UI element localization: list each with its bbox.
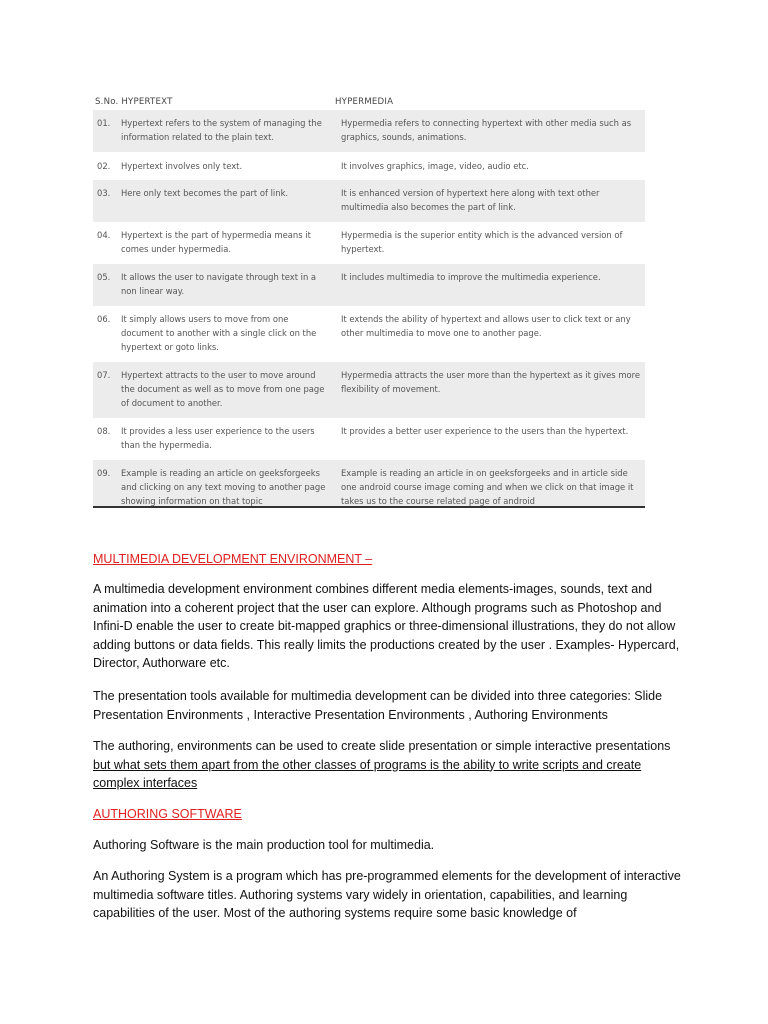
row-number: 06. (97, 314, 111, 324)
cell-hypermedia: Hypermedia refers to connecting hypertext with other media such as graphics, sounds, animations. (341, 118, 632, 142)
paragraph-authoring-env (93, 737, 683, 793)
paragraph-multimedia-env: A multimedia development environment combines different media elements-images, sounds, text and animation into a coherent project that the user can explore. Although programs such as Photoshop and Infini-D enable the user to create bit-mapped graphics or three-dimensional illustrations, they do not allow adding buttons or data fields. This really limits the productions created by the user . Examples- Hypercard, Director, Authorware etc. (93, 582, 680, 670)
cell-hypertext: Example is reading an article on geeksforgeeks and clicking on any text moving to another page showing information on that topic (121, 468, 326, 506)
cell-hypertext: Hypertext involves only text. (121, 161, 243, 171)
row-number: 05. (97, 272, 111, 282)
row-number: 09. (97, 468, 111, 478)
cell-hypermedia: Example is reading an article in on geeksforgeeks and in article side one android course image coming and when we click on that image it takes us to the course related page of android (341, 468, 634, 506)
cell-hypermedia: It provides a better user experience to the users than the hypertext. (341, 426, 629, 436)
header-hypermedia: HYPERMEDIA (335, 97, 394, 107)
row-number: 04. (97, 230, 111, 240)
table-row (93, 264, 645, 306)
header-hypertext: S.No. HYPERTEXT (95, 97, 173, 107)
paragraph-authoring-env-plain: The authoring, environments can be used to create slide presentation or simple interactive presentations (93, 739, 671, 753)
paragraph-presentation-tools: The presentation tools available for multimedia development can be divided into three categories: Slide Presentation Environments , Interactive Presentation Environments , Authoring Environments (93, 689, 663, 722)
table-row (93, 362, 645, 418)
table-row (93, 306, 645, 362)
table-row (93, 152, 645, 180)
row-number: 01. (97, 118, 111, 128)
table-row (93, 222, 645, 264)
cell-hypermedia: Hypermedia is the superior entity which is the advanced version of hypertext. (341, 230, 623, 254)
cell-hypermedia: It involves graphics, image, video, audio etc. (341, 161, 529, 171)
row-number: 07. (97, 370, 111, 380)
table-row (93, 110, 645, 152)
cell-hypertext: Here only text becomes the part of link. (121, 188, 289, 198)
cell-hypermedia: It is enhanced version of hypertext here along with text other multimedia also becomes the part of link. (341, 188, 600, 212)
cell-hypertext: Hypertext attracts to the user to move around the document as well as to move from one page of document to another. (121, 370, 325, 408)
cell-hypertext: It provides a less user experience to the users than the hypermedia. (121, 426, 315, 450)
section-heading-multimedia: MULTIMEDIA DEVELOPMENT ENVIRONMENT – (93, 552, 373, 566)
row-number: 02. (97, 161, 111, 171)
comparison-table (93, 96, 645, 508)
table-row (93, 180, 645, 222)
cell-hypertext: Hypertext is the part of hypermedia means it comes under hypermedia. (121, 230, 311, 254)
row-number: 08. (97, 426, 111, 436)
table-body (93, 110, 645, 506)
cell-hypertext: It allows the user to navigate through text in a non linear way. (121, 272, 317, 296)
paragraph-authoring-env-underlined: but what sets them apart from the other classes of programs is the ability to write scripts and create complex interfaces (93, 757, 642, 790)
row-number: 03. (97, 188, 111, 198)
cell-hypertext: It simply allows users to move from one document to another with a single click on the hypertext or goto links. (121, 314, 317, 352)
cell-hypertext: Hypertext refers to the system of managing the information related to the plain text. (121, 118, 322, 142)
section-heading-authoring: AUTHORING SOFTWARE (93, 807, 242, 821)
table-row (93, 460, 645, 506)
cell-hypermedia: It includes multimedia to improve the multimedia experience. (341, 272, 601, 282)
table-row (93, 418, 645, 460)
cell-hypermedia: It extends the ability of hypertext and allows user to click text or any other multimedia to move one to another page. (341, 314, 631, 338)
paragraph-authoring-software: Authoring Software is the main production tool for multimedia. (93, 838, 435, 852)
paragraph-authoring-system: An Authoring System is a program which has pre-programmed elements for the development of interactive multimedia software titles. Authoring systems vary widely in orientation, capabilities, and learning capabilities of the user. Most of the authoring systems require some basic knowledge of (93, 869, 681, 920)
cell-hypermedia: Hypermedia attracts the user more than the hypertext as it gives more flexibility of movement. (341, 370, 641, 394)
table-header (93, 96, 645, 110)
